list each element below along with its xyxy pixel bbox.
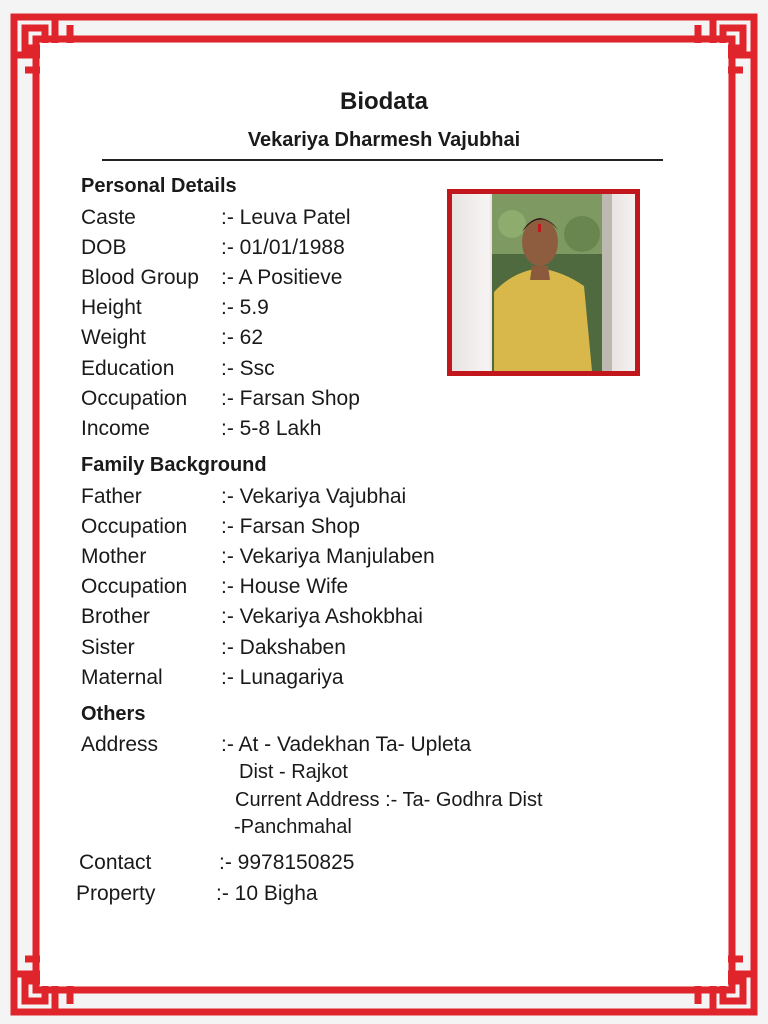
personal-row-education bbox=[81, 357, 275, 381]
field-value: :- Vekariya Vajubhai bbox=[221, 485, 406, 508]
field-value: :- 5.9 bbox=[221, 296, 269, 319]
page-title: Biodata bbox=[339, 88, 428, 115]
person-name: Vekariya Dharmesh Vajubhai bbox=[247, 129, 521, 151]
field-label: Brother bbox=[81, 605, 150, 628]
family-row-brother bbox=[81, 605, 423, 629]
field-label: Contact bbox=[79, 851, 152, 874]
personal-row-height bbox=[81, 296, 269, 320]
others-row-property bbox=[76, 882, 318, 906]
field-value: :- Dakshaben bbox=[221, 636, 346, 659]
personal-row-occupation bbox=[81, 387, 360, 411]
field-label: Blood Group bbox=[81, 266, 199, 289]
field-value: :- 5-8 Lakh bbox=[221, 417, 321, 440]
field-label: Education bbox=[81, 357, 175, 380]
field-value: :- Ssc bbox=[221, 357, 275, 380]
title-divider bbox=[102, 159, 663, 161]
family-row-mother bbox=[81, 545, 435, 569]
personal-row-income bbox=[81, 417, 321, 441]
profile-photo bbox=[447, 189, 640, 376]
field-label: Height bbox=[81, 296, 142, 319]
field-value: :- 10 Bigha bbox=[216, 882, 318, 905]
address-line-3: Current Address :- Ta- Godhra Dist bbox=[235, 789, 543, 811]
family-row-mother-occupation bbox=[81, 575, 348, 599]
personal-row-caste bbox=[81, 206, 351, 230]
personal-row-blood-group bbox=[81, 266, 342, 290]
field-label: Sister bbox=[81, 636, 135, 659]
personal-row-dob bbox=[81, 236, 345, 260]
section-family-background: Family Background bbox=[81, 454, 267, 476]
field-label: DOB bbox=[81, 236, 127, 259]
field-label: Mother bbox=[81, 545, 147, 568]
field-label: Property bbox=[76, 882, 156, 905]
field-value: :- House Wife bbox=[221, 575, 348, 598]
family-row-father-occupation bbox=[81, 515, 360, 539]
section-personal-details: Personal Details bbox=[81, 175, 237, 197]
field-value: :- Leuva Patel bbox=[221, 206, 351, 229]
field-label: Weight bbox=[81, 326, 146, 349]
field-label: Caste bbox=[81, 206, 136, 229]
family-row-sister bbox=[81, 636, 346, 660]
field-value: :- Lunagariya bbox=[221, 666, 344, 689]
person-portrait-icon bbox=[452, 194, 635, 371]
field-value: :- 9978150825 bbox=[219, 851, 355, 874]
profile-photo-image bbox=[452, 194, 635, 371]
others-row-contact bbox=[79, 851, 354, 875]
field-value: :- Vekariya Manjulaben bbox=[221, 545, 435, 568]
family-row-father bbox=[81, 485, 406, 509]
address-line-2: Dist - Rajkot bbox=[239, 761, 348, 783]
field-label: Father bbox=[81, 485, 142, 508]
field-value: :- Farsan Shop bbox=[221, 515, 360, 538]
family-row-maternal bbox=[81, 666, 344, 690]
field-value: :- Farsan Shop bbox=[221, 387, 360, 410]
section-others: Others bbox=[81, 703, 146, 725]
field-label: Address bbox=[81, 733, 159, 756]
others-row-address bbox=[81, 733, 471, 757]
address-line-4: -Panchmahal bbox=[234, 816, 352, 838]
field-label: Occupation bbox=[81, 575, 188, 598]
field-value: :- A Positieve bbox=[221, 266, 342, 289]
personal-row-weight bbox=[81, 326, 263, 350]
field-value: :- Vekariya Ashokbhai bbox=[221, 605, 423, 628]
field-label: Income bbox=[81, 417, 150, 440]
field-value: :- 62 bbox=[221, 326, 263, 349]
field-label: Occupation bbox=[81, 387, 188, 410]
field-value: :- 01/01/1988 bbox=[221, 236, 345, 259]
address-line-1: :- At - Vadekhan Ta- Upleta bbox=[221, 733, 472, 756]
field-label: Occupation bbox=[81, 515, 188, 538]
field-label: Maternal bbox=[81, 666, 163, 689]
